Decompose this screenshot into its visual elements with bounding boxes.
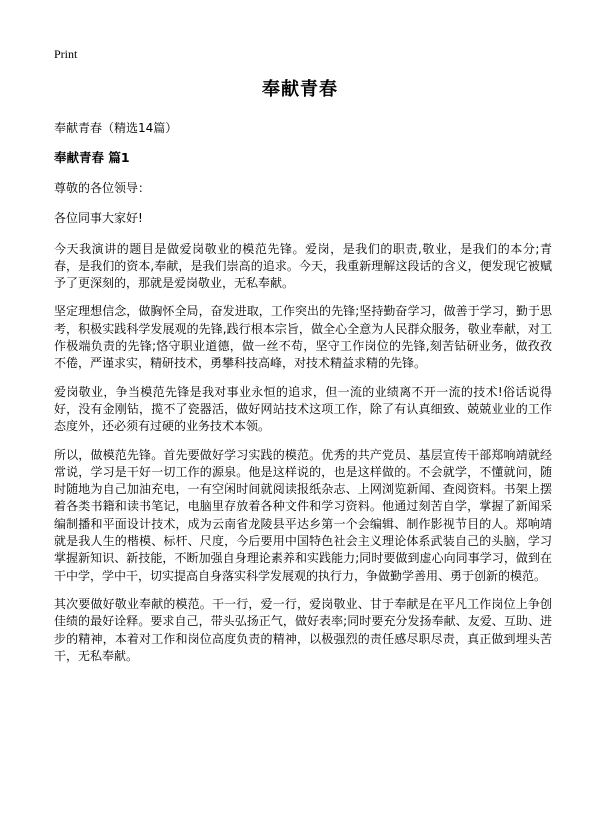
body-paragraph: 其次要做好敬业奉献的模范。干一行，爱一行，爱岗敬业、甘于奉献是在平凡工作岗位上争创佳绩的最好诠释。要求自己，带头弘扬正气，做好表率;同时要充分发扬奉献、友爱、互助、进步的精神，本着对工作和岗位高度负责的精神，以极强烈的责任感尽职尽责，真正做到埋头苦干，无私奉献。 (54, 596, 552, 663)
salutation: 尊敬的各位领导： (54, 181, 151, 195)
body-paragraph: 爱岗敬业，争当模范先锋是我对事业永恒的追求，但一流的业绩离不开一流的技术!俗话说得好，没有金刚钻，揽不了瓷器活，做好网站技术这项工作，除了有认真细致、兢兢业业的工作态度外，还必须有过硬的业务技术本领。 (54, 384, 552, 434)
body-paragraph: 坚定理想信念，做胸怀全局，奋发进取，工作突出的先锋;坚持勤奋学习，做善于学习，勤于思考，积极实践科学发展观的先锋,践行根本宗旨，做全心全意为人民群众服务，敬业奉献，对工作极端负责的先锋;恪守职业道德，做一丝不苟，坚守工作岗位的先锋,刻苦钻研业务，做孜孜不倦，严谨求实，精研技术，勇攀科技高峰，对技术精益求精的先锋。 (54, 304, 552, 371)
print-label: Print (54, 47, 78, 61)
body-paragraph: 所以，做模范先锋。首先要做好学习实践的模范。优秀的共产党员、基层宣传干部郑响靖就经常说，学习是干好一切工作的源泉。他是这样说的，也是这样做的。不会就学，不懂就问，随时随地为自己加油充电，一有空闲时间就阅读报纸杂志、上网浏览新闻、查阅资料。书架上摆着各类书籍和读书笔记，电脑里存放着各种文件和学习资料。他通过刻苦自学，掌握了新闻采编制播和平面设计技术，成为云南省龙陵县平达乡第一个会编辑、制作影视节目的人。郑响靖就是我人生的楷模、标杆、尺度，今后要用中国特色社会主义理论体系武装自己的头脑，学习掌握新知识、新技能，不断加强自身理论素养和实践能力;同时要做到虚心向同事学习，做到在干中学，学中干，切实提高自身落实科学发展观的执行力，争做勤学善用、勇于创新的模范。 (54, 447, 552, 583)
greeting: 各位同事大家好! (54, 211, 143, 226)
section-heading: 奉献青春 篇1 (54, 150, 130, 165)
document-body (54, 180, 552, 676)
body-paragraph: 今天我演讲的题目是做爱岗敬业的模范先锋。爱岗，是我们的职责,敬业，是我们的本分;青春，是我们的资本,奉献，是我们崇高的追求。今天，我重新理解这段话的含义，便发现它被赋予了更深刻的，那就是爱岗敬业，无私奉献。 (54, 241, 552, 291)
document-subtitle: 奉献青春（精选14篇） (54, 121, 178, 135)
page-title: 奉献青春 (262, 79, 338, 100)
